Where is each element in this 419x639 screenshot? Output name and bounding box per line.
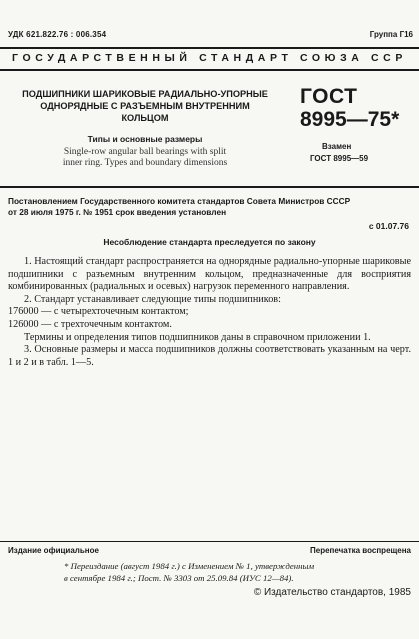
standard-header: ГОСУДАРСТВЕННЫЙ СТАНДАРТ СОЮЗА ССР (12, 52, 407, 64)
body-paragraph: Термины и определения типов подшипников даны в справочном приложении 1. (24, 331, 371, 343)
title-line: ПОДШИПНИКИ ШАРИКОВЫЕ РАДИАЛЬНО-УПОРНЫЕ (22, 89, 268, 99)
standard-body (8, 256, 411, 369)
decree-line: от 28 июля 1975 г. № 1951 срок введения установлен (8, 207, 227, 217)
subtitle-russian: Типы и основные размеры (87, 134, 203, 144)
body-paragraph: 126000 — с трехточечным контактом. (8, 318, 172, 330)
footer-rule (0, 541, 419, 542)
title-block-rule (0, 186, 419, 188)
legal-notice: Несоблюдение стандарта преследуется по закону (103, 237, 316, 247)
header-top-rule (0, 47, 419, 49)
reprint-notice: Перепечатка воспрещена (310, 546, 411, 555)
decree-text (8, 196, 412, 218)
reissue-line: в сентябре 1984 г.; Пост. № 3303 от 25.09.84 (ИУС 12—84). (64, 572, 294, 583)
subtitle-en-line: Single-row angular ball bearings with split (63, 147, 227, 157)
group-code: Группа Г16 (369, 30, 413, 39)
gost-label: ГОСТ (300, 85, 358, 108)
copyright: © Издательство стандартов, 1985 (253, 587, 411, 598)
udk-code: УДК 621.822.76 : 006.354 (8, 30, 107, 39)
decree-line: Постановлением Государственного комитета стандартов Совета Министров СССР (8, 196, 351, 206)
reissue-note (64, 561, 402, 584)
title-line: КОЛЬЦОМ (121, 113, 169, 123)
decree-date: с 01.07.76 (368, 221, 409, 231)
header-bottom-rule (0, 69, 419, 71)
reissue-line: * Переиздание (август 1984 г.) с Изменением № 1, утвержденным (64, 561, 315, 571)
body-paragraph: 176000 — с четырехточечным контактом; (8, 306, 189, 318)
official-edition: Издание официальное (8, 546, 99, 555)
subtitle-en-line: inner ring. Types and boundary dimensions (62, 158, 228, 168)
body-paragraph: 1. Настоящий стандарт распространяется на однорядные радиально-упорные шариковые подшипники с разъемным внутренним кольцом, предназначенные для восприятия комбинированных (радиальных и осевых) нагрузок переменного направления. (8, 256, 411, 293)
body-paragraph: 2. Стандарт устанавливает следующие типы подшипников: (24, 293, 281, 305)
title-line: ОДНОРЯДНЫЕ С РАЗЪЕМНЫМ ВНУТРЕННИМ (40, 101, 250, 111)
standard-title (14, 88, 276, 124)
body-paragraph: 3. Основные размеры и масса подшипников должны соответствовать указанным на черт. 1 и 2 и в табл. 1—5. (8, 344, 411, 368)
gost-number: 8995—75* (300, 108, 400, 131)
replace-label: Взамен (322, 142, 352, 151)
replace-value: ГОСТ 8995—59 (310, 154, 369, 163)
subtitle-english (14, 147, 276, 169)
